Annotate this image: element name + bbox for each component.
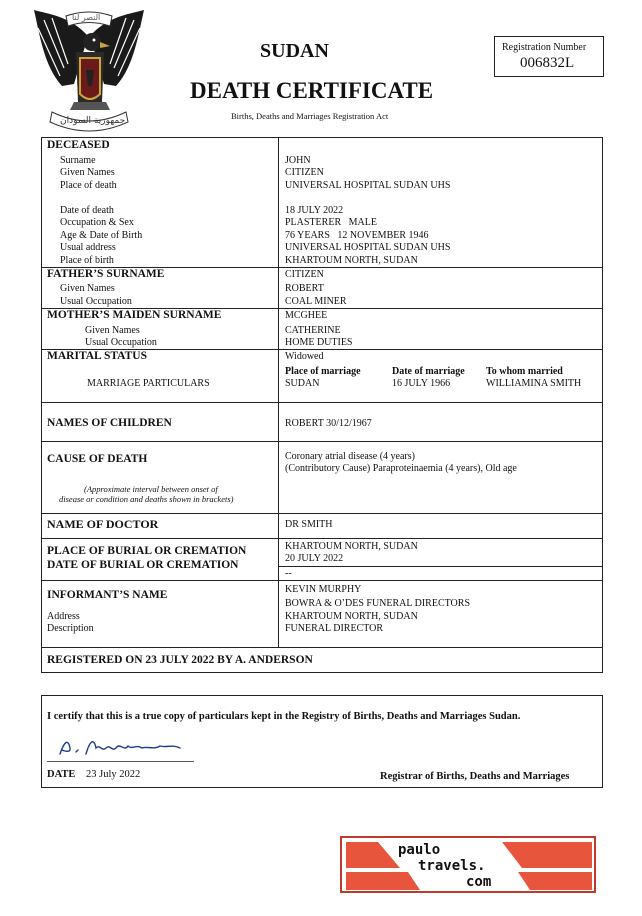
deceased-heading: DECEASED (47, 139, 110, 151)
marital-status: Widowed (285, 351, 324, 362)
mother-occupation-label: Usual Occupation (85, 337, 157, 348)
deceased-label: Place of death (60, 180, 117, 191)
date-label: DATE (47, 769, 76, 780)
row-divider (41, 402, 603, 403)
page-title: DEATH CERTIFICATE (190, 78, 434, 103)
to-whom-married-header: To whom married (486, 366, 563, 377)
burial-extra: -- (285, 568, 292, 579)
registration-label: Registration Number (502, 42, 587, 53)
mother-heading: MOTHER’S MAIDEN SURNAME (47, 309, 222, 321)
deceased-value: 18 JULY 2022 (285, 205, 344, 216)
informant-company: BOWRA & O’DES FUNERAL DIRECTORS (285, 598, 471, 609)
column-divider (278, 137, 279, 647)
burial-date-heading: DATE OF BURIAL OR CREMATION (47, 559, 239, 571)
doctor-heading: NAME OF DOCTOR (47, 517, 159, 531)
father-occupation: COAL MINER (285, 296, 347, 307)
children-heading: NAMES OF CHILDREN (47, 417, 172, 429)
row-divider (41, 441, 603, 442)
emblem-bottom-text: جمهورية السودان (60, 116, 126, 126)
informant-address: KHARTOUM NORTH, SUDAN (285, 611, 418, 622)
deceased-label: Surname (60, 155, 96, 166)
deceased-label: Age & Date of Birth (60, 230, 143, 241)
deceased-value: KHARTOUM NORTH, SUDAN (285, 255, 418, 266)
signature-icon (56, 734, 191, 760)
row-divider (41, 513, 603, 514)
deceased-label: Given Names (60, 167, 115, 178)
mother-given: CATHERINE (285, 325, 341, 336)
paulotravels-logo (340, 836, 596, 893)
burial-date: 20 JULY 2022 (285, 553, 344, 564)
registrar-title: Registrar of Births, Deaths and Marriages (380, 771, 570, 782)
informant-heading: INFORMANT’S NAME (47, 589, 168, 601)
mother-surname: MCGHEE (285, 310, 328, 321)
place-of-marriage-header: Place of marriage (285, 366, 361, 377)
signature-line (47, 761, 194, 762)
logo-line1: paulo (398, 842, 441, 858)
place-of-marriage: SUDAN (285, 378, 320, 389)
row-divider (278, 566, 603, 567)
father-surname: CITIZEN (285, 269, 324, 280)
doctor-value: DR SMITH (285, 519, 333, 530)
certify-text: I certify that this is a true copy of particulars kept in the Registry of Births, Deaths and Marriages Sudan. (47, 711, 521, 722)
father-heading: FATHER’S SURNAME (47, 268, 165, 280)
country-title: SUDAN (260, 40, 329, 62)
mother-occupation: HOME DUTIES (285, 337, 353, 348)
burial-place: KHARTOUM NORTH, SUDAN (285, 541, 418, 552)
deceased-label: Usual address (60, 242, 116, 253)
cause-note: disease or condition and deaths shown in brackets) (59, 494, 234, 504)
marriage-particulars-label: MARRIAGE PARTICULARS (87, 378, 210, 389)
registration-number: 006832L (520, 55, 575, 71)
to-whom-married: WILLIAMINA SMITH (486, 378, 582, 389)
burial-place-heading: PLACE OF BURIAL OR CREMATION (47, 545, 247, 557)
deceased-value: CITIZEN (285, 167, 324, 178)
informant-description: FUNERAL DIRECTOR (285, 623, 384, 634)
row-divider (41, 580, 603, 581)
deceased-label: Place of birth (60, 255, 114, 266)
row-divider (41, 538, 603, 539)
informant-description-label: Description (47, 623, 94, 634)
deceased-value: PLASTERER MALE (285, 217, 377, 228)
logo-line2: travels. (418, 858, 486, 874)
cause-line: (Contributory Cause) Paraproteinaemia (4 years), Old age (285, 463, 517, 474)
mother-given-label: Given Names (85, 325, 140, 336)
date-value: 23 July 2022 (86, 769, 141, 780)
deceased-value: UNIVERSAL HOSPITAL SUDAN UHS (285, 242, 451, 253)
cause-note: (Approximate interval between onset of (84, 484, 218, 494)
cause-line: Coronary atrial disease (4 years) (285, 451, 415, 462)
father-given-label: Given Names (60, 283, 115, 294)
deceased-value: 76 YEARS 12 NOVEMBER 1946 (285, 230, 429, 241)
deceased-value: UNIVERSAL HOSPITAL SUDAN UHS (285, 180, 451, 191)
logo-line3: com (466, 874, 492, 890)
father-occupation-label: Usual Occupation (60, 296, 132, 307)
registered-line: REGISTERED ON 23 JULY 2022 BY A. ANDERSON (47, 654, 313, 666)
informant-name: KEVIN MURPHY (285, 584, 362, 595)
marital-heading: MARITAL STATUS (47, 350, 148, 362)
informant-address-label: Address (47, 611, 80, 622)
act-subtitle: Births, Deaths and Marriages Registration Act (231, 111, 389, 121)
deceased-value: JOHN (285, 155, 311, 166)
emblem-top-text: النصر لنا (72, 13, 101, 22)
deceased-label: Date of death (60, 205, 114, 216)
row-divider (41, 647, 603, 648)
father-given: ROBERT (285, 283, 324, 294)
deceased-label: Occupation & Sex (60, 217, 134, 228)
date-of-marriage-header: Date of marriage (392, 366, 465, 377)
cause-heading: CAUSE OF DEATH (47, 453, 148, 465)
children-value: ROBERT 30/12/1967 (285, 418, 372, 429)
date-of-marriage: 16 JULY 1966 (392, 378, 451, 389)
